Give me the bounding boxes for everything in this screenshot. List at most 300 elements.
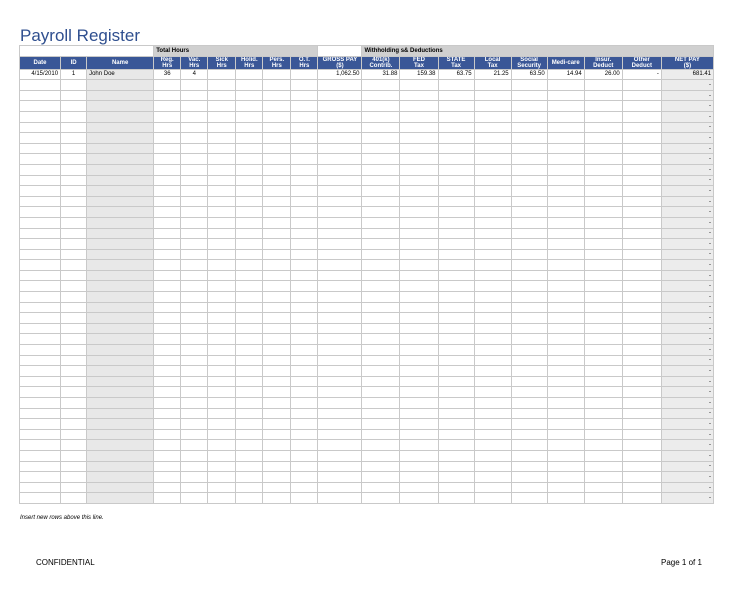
table-cell[interactable]	[318, 186, 362, 197]
table-cell[interactable]: -	[661, 270, 713, 281]
table-cell[interactable]	[154, 461, 181, 472]
table-cell[interactable]	[181, 302, 208, 313]
table-cell[interactable]	[236, 164, 263, 175]
table-cell[interactable]	[547, 164, 584, 175]
table-cell[interactable]	[181, 228, 208, 239]
table-cell[interactable]	[474, 175, 511, 186]
table-cell[interactable]	[547, 376, 584, 387]
table-cell[interactable]	[318, 80, 362, 91]
table-cell[interactable]	[474, 450, 511, 461]
table-cell[interactable]	[208, 143, 236, 154]
table-cell[interactable]	[584, 154, 622, 165]
table-cell[interactable]	[318, 429, 362, 440]
table-cell[interactable]	[263, 217, 291, 228]
table-cell[interactable]: -	[661, 249, 713, 260]
table-cell[interactable]: -	[661, 376, 713, 387]
table-cell[interactable]: -	[661, 493, 713, 504]
table-cell[interactable]	[547, 122, 584, 133]
table-cell[interactable]	[438, 355, 474, 366]
table-cell[interactable]	[584, 313, 622, 324]
table-cell[interactable]	[584, 408, 622, 419]
table-row[interactable]	[20, 228, 714, 239]
table-cell[interactable]: -	[661, 154, 713, 165]
table-cell[interactable]: -	[661, 323, 713, 334]
table-cell[interactable]	[87, 302, 154, 313]
table-cell[interactable]	[584, 207, 622, 218]
table-cell[interactable]	[318, 419, 362, 430]
table-cell[interactable]	[622, 450, 661, 461]
table-cell[interactable]	[622, 101, 661, 112]
table-cell[interactable]	[438, 419, 474, 430]
table-cell[interactable]	[547, 260, 584, 271]
table-cell[interactable]	[87, 472, 154, 483]
table-cell[interactable]	[208, 175, 236, 186]
table-cell[interactable]	[263, 450, 291, 461]
table-cell[interactable]: 1,062.50	[318, 69, 362, 80]
table-cell[interactable]	[622, 249, 661, 260]
table-cell[interactable]	[208, 196, 236, 207]
table-cell[interactable]	[263, 143, 291, 154]
table-cell[interactable]	[87, 90, 154, 101]
table-cell[interactable]	[263, 345, 291, 356]
table-row[interactable]	[20, 143, 714, 154]
table-cell[interactable]	[362, 419, 400, 430]
table-cell[interactable]	[511, 270, 547, 281]
table-cell[interactable]	[20, 450, 61, 461]
table-cell[interactable]	[318, 313, 362, 324]
table-cell[interactable]	[438, 175, 474, 186]
table-cell[interactable]	[362, 281, 400, 292]
table-cell[interactable]	[318, 472, 362, 483]
table-cell[interactable]	[61, 196, 87, 207]
table-cell[interactable]	[400, 302, 438, 313]
table-cell[interactable]	[400, 207, 438, 218]
table-cell[interactable]	[438, 80, 474, 91]
table-cell[interactable]	[400, 217, 438, 228]
table-row[interactable]	[20, 482, 714, 493]
table-cell[interactable]	[291, 249, 318, 260]
table-cell[interactable]	[154, 482, 181, 493]
table-cell[interactable]	[547, 90, 584, 101]
table-cell[interactable]: -	[661, 228, 713, 239]
table-cell[interactable]	[474, 122, 511, 133]
table-cell[interactable]	[511, 186, 547, 197]
table-cell[interactable]	[362, 313, 400, 324]
table-cell[interactable]	[154, 133, 181, 144]
table-cell[interactable]	[20, 154, 61, 165]
table-cell[interactable]	[438, 111, 474, 122]
table-cell[interactable]	[20, 292, 61, 303]
table-cell[interactable]	[622, 440, 661, 451]
table-cell[interactable]	[181, 323, 208, 334]
table-row[interactable]	[20, 376, 714, 387]
table-cell[interactable]	[291, 323, 318, 334]
table-cell[interactable]	[511, 217, 547, 228]
table-cell[interactable]	[291, 207, 318, 218]
table-cell[interactable]	[61, 366, 87, 377]
table-cell[interactable]	[208, 101, 236, 112]
table-cell[interactable]	[362, 440, 400, 451]
table-cell[interactable]: 63.50	[511, 69, 547, 80]
table-cell[interactable]	[20, 461, 61, 472]
table-row[interactable]	[20, 249, 714, 260]
table-cell[interactable]: 681.41	[661, 69, 713, 80]
table-cell[interactable]	[547, 143, 584, 154]
table-cell[interactable]	[20, 164, 61, 175]
table-cell[interactable]	[291, 217, 318, 228]
table-row[interactable]	[20, 387, 714, 398]
table-cell[interactable]	[291, 175, 318, 186]
table-cell[interactable]	[547, 345, 584, 356]
table-cell[interactable]	[438, 164, 474, 175]
table-cell[interactable]	[181, 429, 208, 440]
table-cell[interactable]	[20, 260, 61, 271]
table-cell[interactable]	[154, 175, 181, 186]
table-cell[interactable]	[622, 175, 661, 186]
table-cell[interactable]	[61, 143, 87, 154]
table-cell[interactable]	[236, 133, 263, 144]
table-row[interactable]	[20, 281, 714, 292]
table-cell[interactable]	[154, 154, 181, 165]
table-cell[interactable]	[584, 101, 622, 112]
table-cell[interactable]	[547, 228, 584, 239]
table-cell[interactable]	[511, 143, 547, 154]
table-cell[interactable]	[236, 408, 263, 419]
table-cell[interactable]	[547, 313, 584, 324]
table-cell[interactable]	[61, 387, 87, 398]
table-cell[interactable]	[236, 493, 263, 504]
table-cell[interactable]	[236, 482, 263, 493]
table-cell[interactable]	[263, 429, 291, 440]
table-cell[interactable]	[236, 334, 263, 345]
table-cell[interactable]	[61, 429, 87, 440]
table-cell[interactable]	[547, 429, 584, 440]
table-cell[interactable]	[400, 80, 438, 91]
table-cell[interactable]: -	[661, 429, 713, 440]
table-cell[interactable]	[263, 334, 291, 345]
table-cell[interactable]	[318, 207, 362, 218]
table-cell[interactable]	[362, 292, 400, 303]
table-cell[interactable]	[236, 419, 263, 430]
table-cell[interactable]	[474, 398, 511, 409]
table-cell[interactable]	[584, 440, 622, 451]
table-cell[interactable]	[291, 387, 318, 398]
table-cell[interactable]	[236, 207, 263, 218]
table-cell[interactable]	[208, 302, 236, 313]
table-cell[interactable]	[236, 429, 263, 440]
table-cell[interactable]	[511, 164, 547, 175]
table-row[interactable]	[20, 493, 714, 504]
table-cell[interactable]	[547, 387, 584, 398]
table-cell[interactable]	[318, 482, 362, 493]
table-cell[interactable]	[438, 493, 474, 504]
table-cell[interactable]	[511, 122, 547, 133]
table-cell[interactable]	[181, 376, 208, 387]
table-cell[interactable]	[154, 90, 181, 101]
table-cell[interactable]: 4/15/2010	[20, 69, 61, 80]
table-cell[interactable]	[263, 239, 291, 250]
table-cell[interactable]	[208, 281, 236, 292]
table-cell[interactable]	[61, 376, 87, 387]
table-cell[interactable]	[547, 196, 584, 207]
table-cell[interactable]: -	[661, 143, 713, 154]
table-cell[interactable]	[61, 111, 87, 122]
table-cell[interactable]	[362, 90, 400, 101]
table-cell[interactable]	[400, 143, 438, 154]
table-cell[interactable]	[291, 111, 318, 122]
table-cell[interactable]	[511, 429, 547, 440]
table-cell[interactable]	[61, 440, 87, 451]
table-cell[interactable]	[20, 366, 61, 377]
table-cell[interactable]	[87, 207, 154, 218]
table-cell[interactable]	[263, 387, 291, 398]
table-cell[interactable]	[20, 334, 61, 345]
table-cell[interactable]	[154, 143, 181, 154]
table-cell[interactable]	[318, 450, 362, 461]
table-cell[interactable]	[584, 302, 622, 313]
table-cell[interactable]	[584, 90, 622, 101]
table-cell[interactable]	[291, 133, 318, 144]
table-cell[interactable]	[236, 440, 263, 451]
table-cell[interactable]	[154, 196, 181, 207]
table-cell[interactable]: 63.75	[438, 69, 474, 80]
table-cell[interactable]	[474, 493, 511, 504]
table-cell[interactable]: -	[661, 292, 713, 303]
table-cell[interactable]	[511, 196, 547, 207]
table-cell[interactable]	[584, 398, 622, 409]
table-cell[interactable]	[208, 239, 236, 250]
table-cell[interactable]	[208, 133, 236, 144]
table-cell[interactable]	[236, 366, 263, 377]
table-cell[interactable]	[291, 260, 318, 271]
table-cell[interactable]	[362, 228, 400, 239]
table-cell[interactable]	[87, 355, 154, 366]
table-cell[interactable]	[20, 239, 61, 250]
table-cell[interactable]	[154, 472, 181, 483]
table-cell[interactable]	[474, 376, 511, 387]
table-cell[interactable]	[474, 461, 511, 472]
table-cell[interactable]	[236, 281, 263, 292]
table-cell[interactable]	[236, 260, 263, 271]
table-cell[interactable]	[362, 376, 400, 387]
table-cell[interactable]	[622, 133, 661, 144]
table-cell[interactable]	[236, 398, 263, 409]
table-cell[interactable]	[154, 186, 181, 197]
table-cell[interactable]	[622, 90, 661, 101]
table-cell[interactable]	[263, 376, 291, 387]
table-cell[interactable]	[318, 398, 362, 409]
table-cell[interactable]	[362, 482, 400, 493]
table-cell[interactable]	[20, 323, 61, 334]
table-cell[interactable]	[318, 345, 362, 356]
table-cell[interactable]	[318, 175, 362, 186]
table-cell[interactable]	[181, 366, 208, 377]
table-cell[interactable]	[87, 217, 154, 228]
table-cell[interactable]	[291, 154, 318, 165]
table-cell[interactable]	[181, 398, 208, 409]
table-cell[interactable]	[511, 249, 547, 260]
table-cell[interactable]	[263, 249, 291, 260]
table-cell[interactable]	[181, 239, 208, 250]
table-cell[interactable]	[20, 217, 61, 228]
table-cell[interactable]	[154, 122, 181, 133]
table-cell[interactable]	[622, 419, 661, 430]
table-cell[interactable]	[318, 111, 362, 122]
table-cell[interactable]	[438, 376, 474, 387]
table-cell[interactable]	[263, 398, 291, 409]
table-cell[interactable]	[236, 175, 263, 186]
table-cell[interactable]	[236, 355, 263, 366]
table-cell[interactable]	[318, 270, 362, 281]
table-cell[interactable]	[318, 387, 362, 398]
table-cell[interactable]	[87, 419, 154, 430]
table-cell[interactable]	[154, 323, 181, 334]
table-cell[interactable]	[584, 493, 622, 504]
table-cell[interactable]	[584, 450, 622, 461]
table-cell[interactable]	[438, 334, 474, 345]
table-cell[interactable]	[291, 493, 318, 504]
table-cell[interactable]	[87, 80, 154, 91]
table-cell[interactable]	[318, 101, 362, 112]
table-cell[interactable]	[291, 302, 318, 313]
table-cell[interactable]	[584, 334, 622, 345]
table-cell[interactable]	[154, 419, 181, 430]
table-cell[interactable]	[318, 366, 362, 377]
table-cell[interactable]	[154, 408, 181, 419]
table-cell[interactable]	[584, 355, 622, 366]
table-cell[interactable]	[61, 133, 87, 144]
table-cell[interactable]	[181, 122, 208, 133]
table-cell[interactable]	[622, 366, 661, 377]
table-cell[interactable]	[61, 355, 87, 366]
table-cell[interactable]	[584, 186, 622, 197]
table-cell[interactable]	[236, 249, 263, 260]
table-cell[interactable]: 159.38	[400, 69, 438, 80]
table-cell[interactable]	[263, 493, 291, 504]
table-cell[interactable]	[236, 387, 263, 398]
table-cell[interactable]	[154, 270, 181, 281]
table-cell[interactable]	[263, 355, 291, 366]
table-cell[interactable]	[400, 472, 438, 483]
table-cell[interactable]	[584, 143, 622, 154]
table-cell[interactable]	[511, 323, 547, 334]
table-cell[interactable]	[181, 80, 208, 91]
table-cell[interactable]	[87, 493, 154, 504]
table-cell[interactable]	[154, 345, 181, 356]
table-cell[interactable]	[584, 122, 622, 133]
table-cell[interactable]	[474, 387, 511, 398]
table-cell[interactable]	[318, 281, 362, 292]
table-cell[interactable]	[474, 207, 511, 218]
table-cell[interactable]	[181, 313, 208, 324]
table-cell[interactable]	[622, 323, 661, 334]
table-cell[interactable]	[511, 355, 547, 366]
table-cell[interactable]	[511, 228, 547, 239]
table-cell[interactable]	[87, 175, 154, 186]
table-cell[interactable]	[291, 292, 318, 303]
table-cell[interactable]	[511, 440, 547, 451]
table-cell[interactable]	[263, 69, 291, 80]
table-cell[interactable]	[474, 143, 511, 154]
table-cell[interactable]	[511, 207, 547, 218]
table-cell[interactable]: -	[661, 175, 713, 186]
table-cell[interactable]: -	[661, 239, 713, 250]
table-cell[interactable]	[511, 493, 547, 504]
table-cell[interactable]	[511, 175, 547, 186]
table-cell[interactable]	[438, 387, 474, 398]
table-cell[interactable]	[438, 398, 474, 409]
table-cell[interactable]	[622, 217, 661, 228]
table-cell[interactable]	[263, 122, 291, 133]
table-cell[interactable]	[20, 133, 61, 144]
table-cell[interactable]: -	[661, 101, 713, 112]
table-cell[interactable]	[474, 101, 511, 112]
table-cell[interactable]	[61, 239, 87, 250]
table-cell[interactable]	[511, 90, 547, 101]
table-cell[interactable]	[438, 239, 474, 250]
table-cell[interactable]	[236, 270, 263, 281]
table-cell[interactable]	[474, 366, 511, 377]
table-cell[interactable]	[181, 175, 208, 186]
table-cell[interactable]	[263, 111, 291, 122]
table-cell[interactable]	[622, 196, 661, 207]
table-cell[interactable]	[87, 122, 154, 133]
table-cell[interactable]	[61, 493, 87, 504]
table-cell[interactable]	[208, 260, 236, 271]
table-cell[interactable]	[318, 376, 362, 387]
table-cell[interactable]	[236, 122, 263, 133]
table-cell[interactable]	[291, 143, 318, 154]
table-cell[interactable]	[181, 355, 208, 366]
table-cell[interactable]	[400, 186, 438, 197]
table-cell[interactable]	[20, 80, 61, 91]
table-cell[interactable]	[181, 345, 208, 356]
table-cell[interactable]	[208, 323, 236, 334]
table-cell[interactable]	[400, 228, 438, 239]
table-cell[interactable]	[622, 111, 661, 122]
table-cell[interactable]	[291, 313, 318, 324]
table-cell[interactable]	[547, 450, 584, 461]
table-cell[interactable]	[61, 207, 87, 218]
table-cell[interactable]	[318, 461, 362, 472]
table-cell[interactable]	[511, 472, 547, 483]
table-cell[interactable]: 1	[61, 69, 87, 80]
table-cell[interactable]	[474, 355, 511, 366]
table-cell[interactable]	[547, 207, 584, 218]
table-cell[interactable]	[87, 292, 154, 303]
table-cell[interactable]	[362, 80, 400, 91]
table-cell[interactable]	[154, 398, 181, 409]
table-cell[interactable]	[154, 164, 181, 175]
table-cell[interactable]	[87, 133, 154, 144]
table-cell[interactable]	[291, 239, 318, 250]
table-cell[interactable]: -	[661, 461, 713, 472]
table-cell[interactable]	[154, 450, 181, 461]
table-cell[interactable]	[291, 90, 318, 101]
table-cell[interactable]	[181, 154, 208, 165]
table-cell[interactable]	[87, 154, 154, 165]
table-cell[interactable]	[20, 90, 61, 101]
table-cell[interactable]	[438, 440, 474, 451]
table-row[interactable]	[20, 323, 714, 334]
table-cell[interactable]	[400, 366, 438, 377]
table-cell[interactable]	[438, 196, 474, 207]
table-cell[interactable]	[400, 270, 438, 281]
table-cell[interactable]	[236, 461, 263, 472]
table-row[interactable]	[20, 345, 714, 356]
table-cell[interactable]	[208, 217, 236, 228]
table-cell[interactable]	[291, 101, 318, 112]
